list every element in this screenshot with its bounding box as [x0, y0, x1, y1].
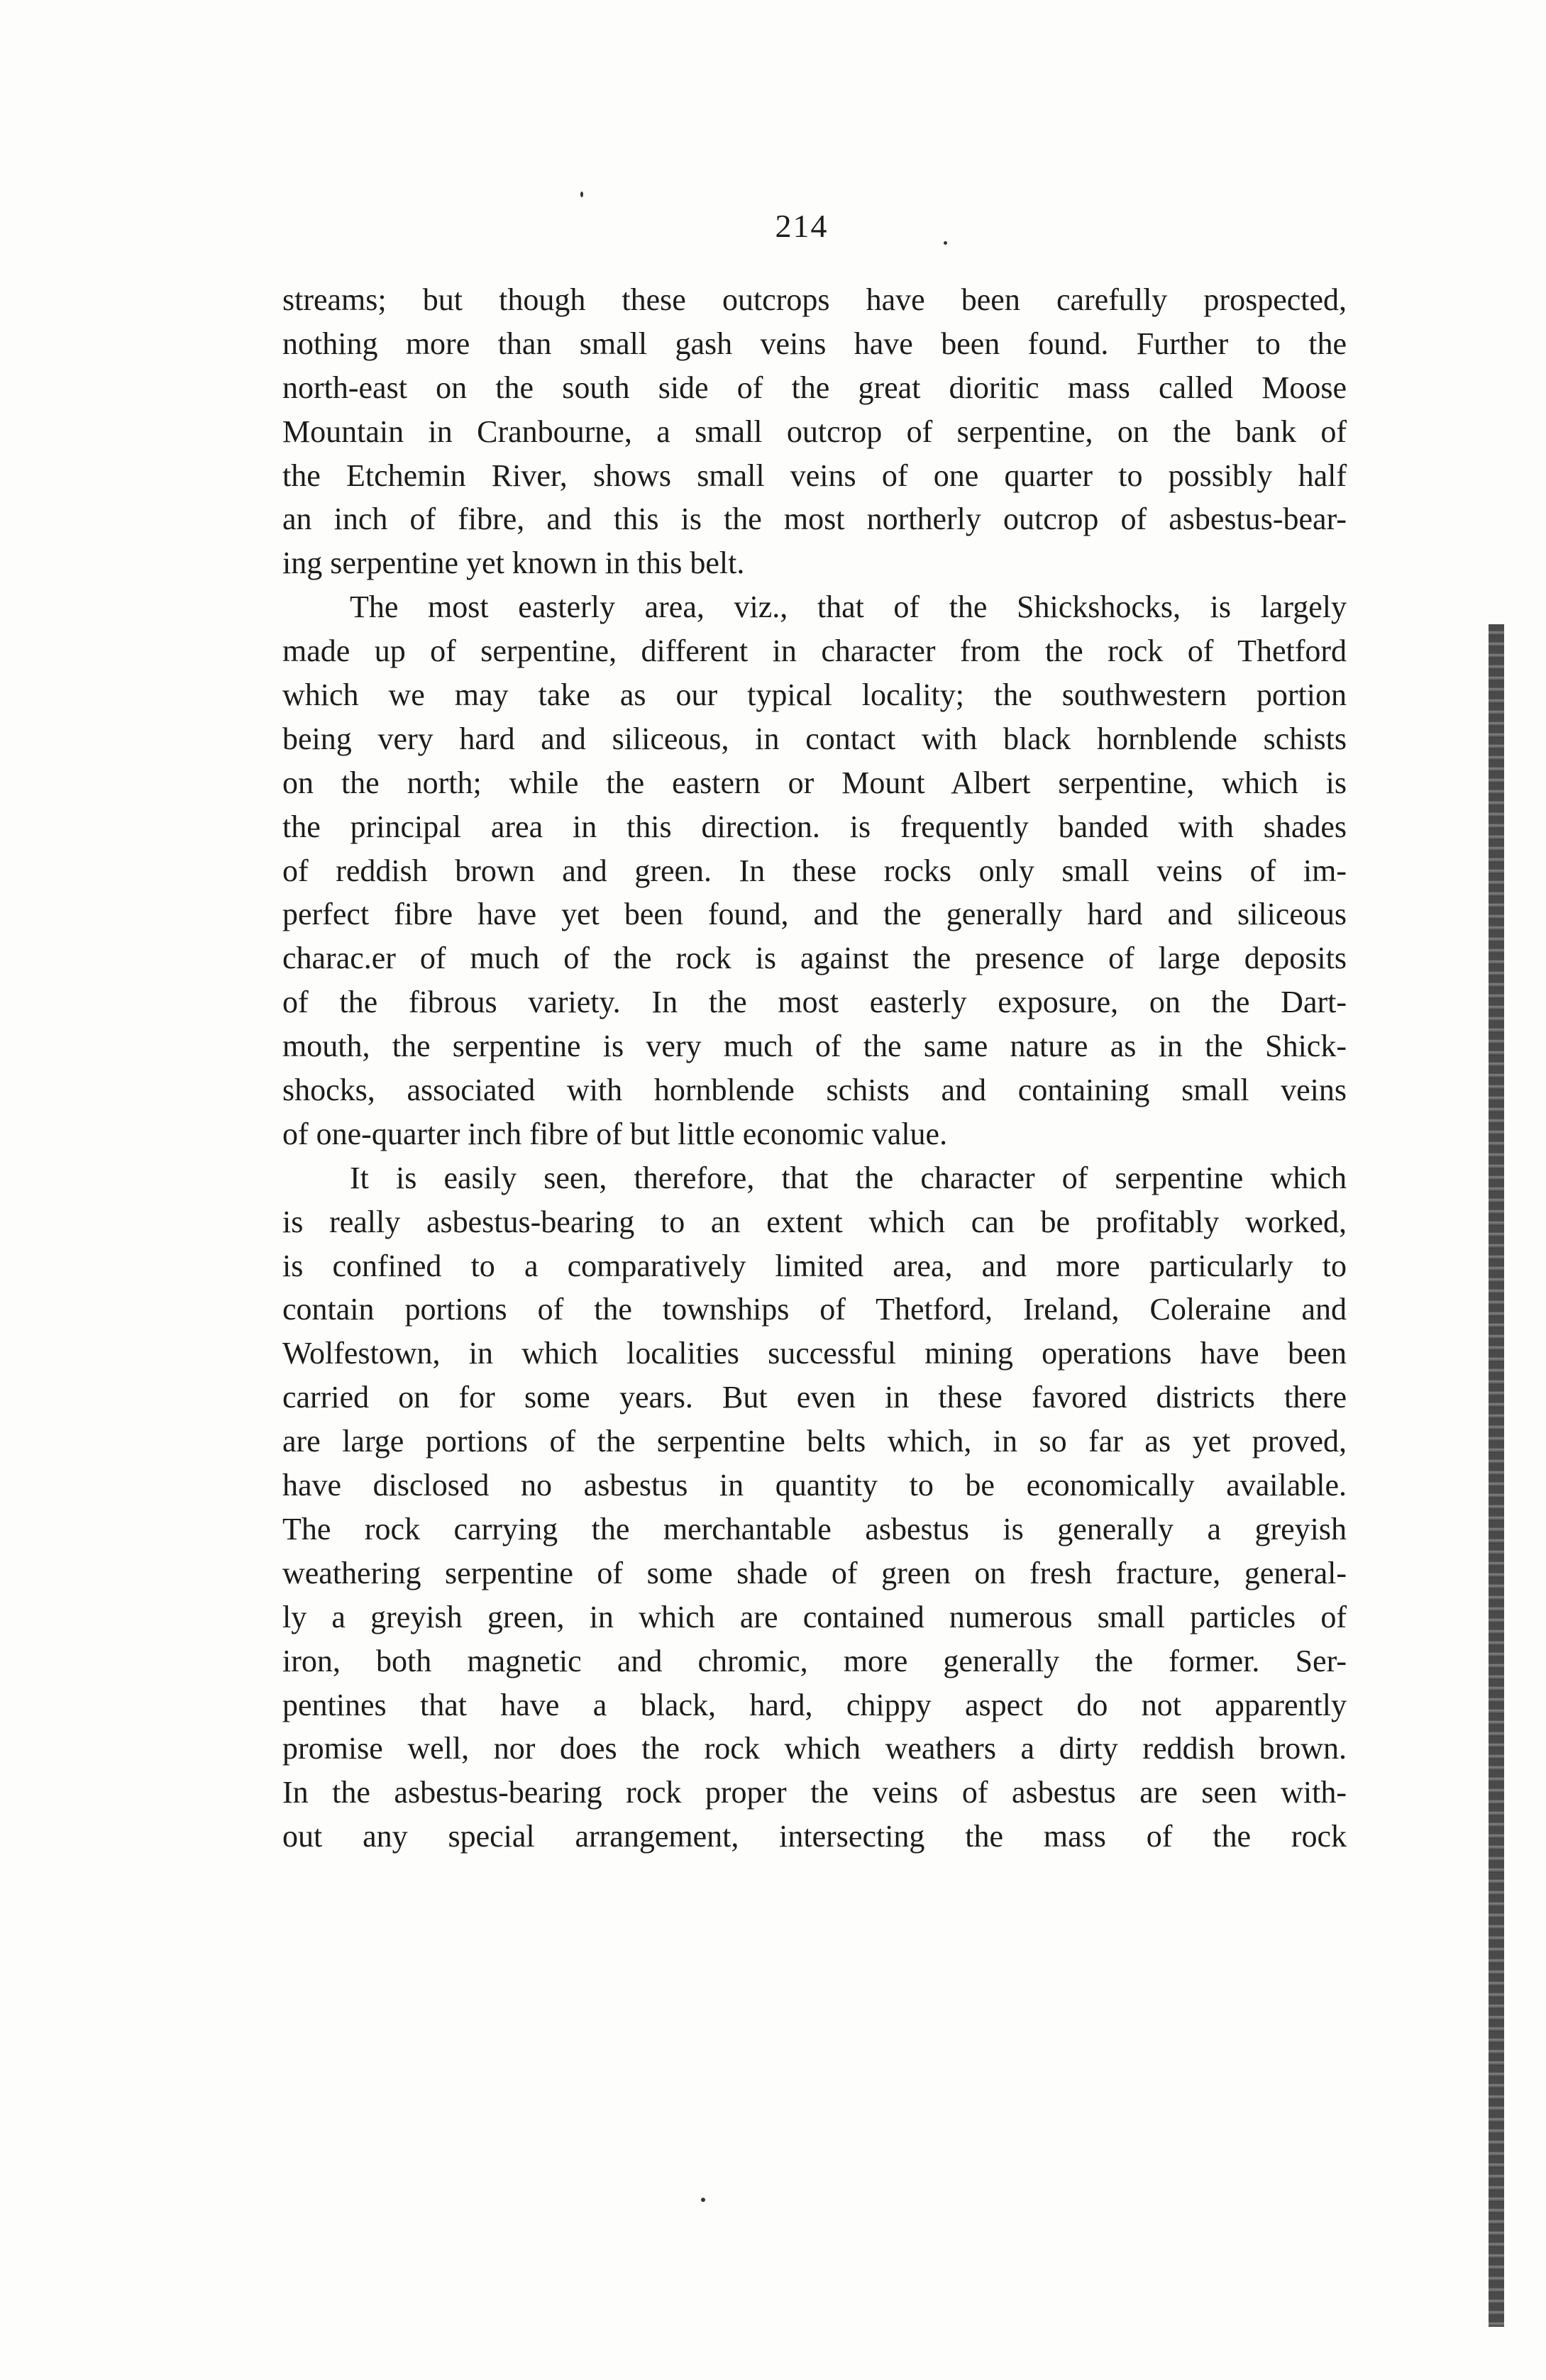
text-line: made up of serpentine, different in character from the rock of Thetford	[282, 633, 1347, 669]
binding-edge-shadow	[1489, 624, 1504, 2327]
body-text	[282, 278, 1347, 1859]
text-line: shocks, associated with hornblende schists and containing small veins	[282, 1073, 1347, 1108]
text-line: carried on for some years. But even in these favored districts there	[282, 1380, 1347, 1415]
page-number: 214	[775, 208, 829, 244]
text-line: north-east on the south side of the great dioritic mass called Moose	[282, 370, 1347, 405]
text-line: on the north; while the eastern or Mount Albert serpentine, which is	[282, 765, 1347, 800]
text-line: ly a greyish green, in which are contained numerous small particles of	[282, 1599, 1347, 1634]
text-line: promise well, nor does the rock which weathers a dirty reddish brown.	[282, 1731, 1347, 1766]
text-line: have disclosed no asbestus in quantity to be economically available.	[282, 1468, 1347, 1503]
text-line: of one-quarter inch fibre of but little economic value.	[282, 1116, 948, 1151]
scan-speck	[580, 192, 583, 197]
text-line: mouth, the serpentine is very much of the same nature as in the Shick-	[282, 1029, 1347, 1064]
text-line: perfect fibre have yet been found, and the generally hard and siliceous	[282, 897, 1347, 932]
text-line: Mountain in Cranbourne, a small outcrop of serpentine, on the bank of	[282, 414, 1347, 449]
text-line: Wolfestown, in which localities successful mining operations have been	[282, 1336, 1347, 1371]
text-line: of reddish brown and green. In these rocks only small veins of im-	[282, 853, 1347, 888]
text-line: iron, both magnetic and chromic, more generally the former. Ser-	[282, 1643, 1347, 1678]
text-line: The most easterly area, viz., that of the Shickshocks, is largely	[350, 590, 1347, 625]
text-line: which we may take as our typical locality; the southwestern portion	[282, 677, 1347, 713]
text-line: out any special arrangement, intersecting the mass of the rock	[282, 1819, 1347, 1854]
text-line: is confined to a comparatively limited area, and more particularly to	[282, 1248, 1347, 1283]
text-line: contain portions of the townships of Thetford, Ireland, Coleraine and	[282, 1292, 1347, 1327]
scan-speck	[944, 241, 947, 245]
text-line: is really asbestus-bearing to an extent which can be profitably worked,	[282, 1204, 1347, 1239]
scan-speck	[701, 2198, 705, 2202]
text-line: being very hard and siliceous, in contact with black hornblende schists	[282, 721, 1347, 756]
text-line: ing serpentine yet known in this belt.	[282, 546, 745, 581]
text-line: In the asbestus-bearing rock proper the veins of asbestus are seen with-	[282, 1775, 1347, 1810]
text-line: weathering serpentine of some shade of green on fresh fracture, general-	[282, 1555, 1347, 1590]
text-line: are large portions of the serpentine belts which, in so far as yet proved,	[282, 1424, 1347, 1459]
text-line: an inch of fibre, and this is the most northerly outcrop of asbestus-bear-	[282, 502, 1347, 537]
text-line: streams; but though these outcrops have been carefully prospected,	[282, 282, 1347, 317]
text-line: It is easily seen, therefore, that the character of serpentine which	[350, 1160, 1347, 1195]
text-line: the principal area in this direction. is frequently banded with shades	[282, 809, 1347, 844]
text-line: pentines that have a black, hard, chippy aspect do not apparently	[282, 1687, 1347, 1722]
text-line: of the fibrous variety. In the most easterly exposure, on the Dart-	[282, 985, 1347, 1020]
text-line: The rock carrying the merchantable asbestus is generally a greyish	[282, 1511, 1347, 1546]
text-line: nothing more than small gash veins have been found. Further to the	[282, 326, 1347, 361]
text-line: charac.er of much of the rock is against the presence of large deposits	[282, 941, 1347, 976]
text-line: the Etchemin River, shows small veins of one quarter to possibly half	[282, 458, 1347, 493]
